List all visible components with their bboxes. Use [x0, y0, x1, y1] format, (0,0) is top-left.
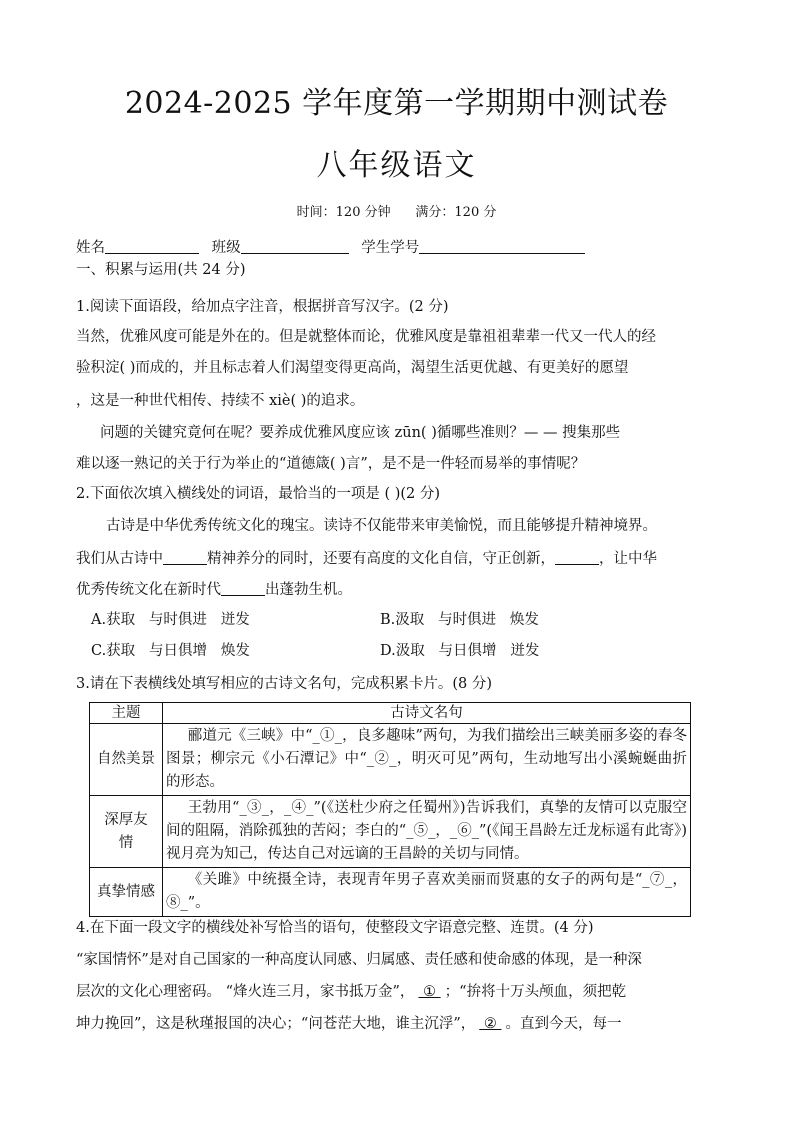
name-field[interactable]: [105, 237, 199, 254]
q2-blank-1[interactable]: [163, 548, 207, 565]
q2-text: 出蓬勃生机。: [265, 582, 352, 598]
q2-option-d[interactable]: D.汲取 与日俱增 迸发: [380, 643, 540, 659]
student-id-field[interactable]: [419, 237, 585, 254]
q4-text: 层次的文化心理密码。 “烽火连三月，家书抵万金”，: [76, 984, 415, 1000]
row-content: 王勃用“_③_，_④_”(《送杜少府之任蜀州》)告诉我们，真挚的友情可以克服空间的阻隔，消除孤独的苦闷；李白的“_⑤_，_⑥_”(《闻王昌龄左迁龙标遥有此寄》)视月亮为知己，传达自己对远谪的王昌龄的关切与同情。: [163, 796, 691, 868]
table-header-theme: 主题: [90, 703, 163, 724]
q2-passage-line: 古诗是中华优秀传统文化的瑰宝。读诗不仅能带来审美愉悦，而且能够提升精神境界。: [106, 518, 657, 534]
class-field[interactable]: [241, 237, 349, 254]
exam-subtitle: 八年级语文: [316, 148, 477, 183]
q4-line: “家国情怀”是对自己国家的一种高度认同感、归属感、责任感和使命感的体现，是一种深: [76, 952, 642, 968]
row-content: 《关雎》中统摄全诗，表现青年男子喜欢美丽而贤惠的女子的两句是“_⑦_，⑧_”。: [163, 868, 691, 917]
q1-line: ，这是一种世代相传、持续不 xiè( )的追求。: [76, 393, 365, 409]
table-row: [90, 796, 691, 868]
q3-accumulation-table: [89, 702, 691, 917]
row-theme: 深厚友情: [90, 796, 163, 868]
student-info-row: [76, 237, 585, 258]
q4-text: 坤力挽回”，这是秋瑾报国的决心；“问苍茫大地，谁主沉浮”，: [76, 1016, 476, 1032]
q2-passage-line: [76, 579, 352, 600]
table-header-quotes: 古诗文名句: [163, 703, 691, 724]
q2-option-c[interactable]: C.获取 与日俱增 焕发: [91, 643, 250, 659]
q2-option-a[interactable]: A.获取 与时俱进 迸发: [91, 612, 250, 628]
q1-line: 难以逐一熟记的关于行为举止的“道德箴( )言”，是不是一件轻而易举的事情呢？: [76, 456, 586, 472]
q3-prompt: 3.请在下表横线处填写相应的古诗文名句，完成积累卡片。(8 分): [76, 676, 492, 692]
student-id-label: 学生学号: [361, 240, 420, 256]
q2-passage-line: [76, 548, 657, 569]
q4-blank-2[interactable]: ②: [479, 1016, 502, 1032]
class-label: 班级: [211, 240, 241, 256]
q4-blank-1[interactable]: ①: [418, 984, 441, 1000]
q4-text: ；“拚将十万头颅血，须把乾: [444, 984, 627, 1000]
q4-line: [76, 982, 626, 1002]
table-row: [90, 868, 691, 917]
q1-line: 问题的关键究竟何在呢？要养成优雅风度应该 zūn( )循哪些准则？— — 搜集那些: [100, 425, 621, 441]
q2-prompt: 2.下面依次填入横线处的词语，最恰当的一项是 ( )(2 分): [76, 486, 441, 502]
table-header-row: [90, 703, 691, 724]
q1-line: 验积淀( )而成的，并且标志着人们渴望变得更高尚，渴望生活更优越、有更美好的愿望: [76, 360, 629, 376]
q2-text: 优秀传统文化在新时代: [76, 582, 221, 598]
q2-blank-3[interactable]: [221, 579, 265, 596]
table-row: [90, 724, 691, 796]
q4-text: 。直到今天，每一: [505, 1016, 622, 1032]
q2-blank-2[interactable]: [555, 548, 599, 565]
row-theme: 自然美景: [90, 724, 163, 796]
exam-title: 2024-2025 学年度第一学期期中测试卷: [124, 86, 669, 121]
q4-prompt: 4.在下面一段文字的横线处补写恰当的语句，使整段文字语意完整、连贯。(4 分): [76, 920, 594, 936]
q2-text: 精神养分的同时，还要有高度的文化自信，守正创新，: [207, 551, 555, 567]
q1-prompt: 1.阅读下面语段，给加点字注音，根据拼音写汉字。(2 分): [76, 299, 449, 315]
exam-time-score: 时间：120 分钟 满分：120 分: [296, 205, 497, 220]
name-label: 姓名: [76, 240, 105, 256]
row-theme: 真挚情感: [90, 868, 163, 917]
q2-text: 我们从古诗中: [76, 551, 163, 567]
q4-line: [76, 1014, 621, 1034]
section-title: 一、积累与运用(共 24 分): [76, 262, 246, 278]
q2-option-b[interactable]: B.汲取 与时俱进 焕发: [380, 612, 539, 628]
q1-line: 当然，优雅风度可能是外在的。但是就整体而论，优雅风度是靠祖祖辈辈一代又一代人的经: [76, 329, 656, 345]
row-content: 郦道元《三峡》中“_①_，良多趣味”两句，为我们描绘出三峡美丽多姿的春冬图景；柳宗元《小石潭记》中“_②_，明灭可见”两句，生动地写出小溪蜿蜒曲折的形态。: [163, 724, 691, 796]
q2-text: ，让中华: [599, 551, 657, 567]
